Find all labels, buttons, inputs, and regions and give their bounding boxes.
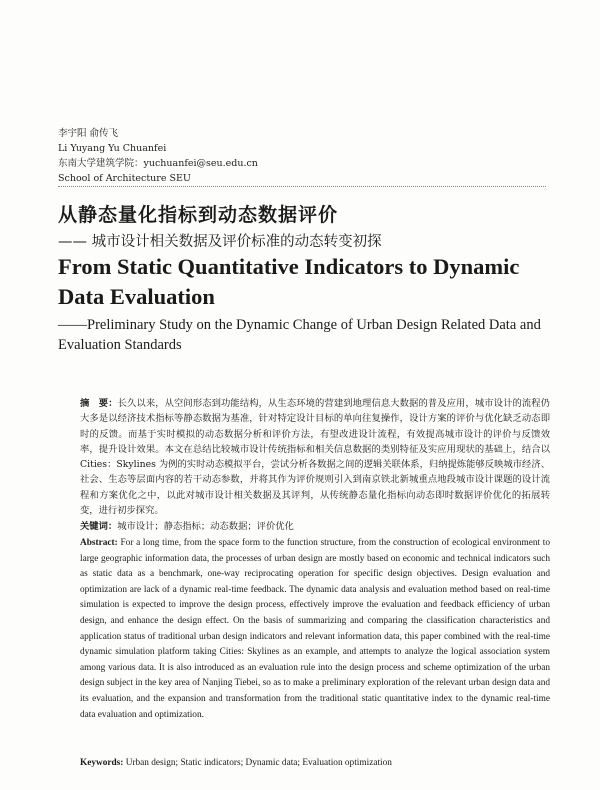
keywords-cn-text: 城市设计；静态指标；动态数据；评价优化	[117, 521, 294, 532]
abstract-cn-text: 长久以来，从空间形态到功能结构，从生态环境的营建到地理信息大数据的普及应用，城市设计的流程仍大多是以经济技术指标等静态数据为基准，针对特定设计目标的单向往复操作，设计方案的评价与优化缺乏动态即时的反馈。而基于实时模拟的动态数据分析和评价方法，有望改进设计流程，有效提高城市设计的评价与反馈效率，提升设计效果。本文在总结比较城市设计传统指标和相关信息数据的类别特征及实应用现状的基础上，结合以 Cities：Skylines 为例的实时动态模拟平台，尝试分析各数据之间的逻辑关联体系，归纳提炼能够反映城市经济、社会、生态等层面内容的若干动态参数，并将其作为评价规则引入到南京铁北新城重点地段城市设计课题的设计流程和方案优化之中，以此对城市设计相关数据及其评判，从传统静态量化指标向动态即时数据评价优化的拓展转变，进行初步探究。	[80, 398, 550, 517]
header-divider	[58, 186, 546, 187]
keywords-en-text: Urban design; Static indicators; Dynamic data; Evaluation optimization	[125, 758, 392, 768]
title-en: From Static Quantitative Indicators to Dynamic Data Evaluation	[58, 254, 520, 309]
subtitle-en: ——Preliminary Study on the Dynamic Change of Urban Design Related Data and Evaluation Standards	[58, 317, 541, 353]
author-names-cn: 李宇阳 俞传飞	[58, 128, 119, 139]
abstract-en	[80, 536, 550, 723]
keywords-cn-label: 关键词：	[80, 521, 118, 532]
abstract-cn	[80, 396, 550, 518]
abstract-en-label: Abstract:	[80, 538, 118, 548]
keywords-en	[80, 756, 550, 771]
school-name: School of Architecture SEU	[58, 173, 191, 184]
author-block	[58, 126, 258, 186]
subtitle-cn: —— 城市设计相关数据及评价标准的动态转变初探	[58, 234, 382, 250]
abstract-en-text: For a long time, from the space form to the function structure, from the construction of ecological environment to large geographic information data, the processes of urban design are mostly based on economic and technical indicators such as static data as a benchmark, one-way reciprocating operation for specific design objectives. Design evaluation and optimization are lack of a dynamic real-time feedback. The dynamic data analysis and evaluation method based on real-time simulation is expected to improve the design process, effectively improve the evaluation and feedback efficiency of urban design, and enhance the design effect. On the basis of summarizing and comparing the classification characteristics and application status of traditional urban design indicators and relevant information data, this paper combined with the real-time dynamic simulation platform taking Cities: Skylines as an example, and attempts to analyze the logical association system among various data. It is also introduced as an evaluation rule into the design process and scheme optimization of the urban design subject in the key area of Nanjing Tiebei, so as to make a preliminary exploration of the relevant urban design data and its evaluation, and the expansion and transformation from the traditional static quantitative index to the dynamic real-time data evaluation and optimization.	[80, 538, 551, 720]
author-names-en: Li Yuyang Yu Chuanfei	[58, 143, 167, 154]
affiliation-email: 东南大学建筑学院：yuchuanfei@seu.edu.cn	[58, 158, 258, 169]
title-cn: 从静态量化指标到动态数据评价	[58, 204, 339, 226]
keywords-cn	[80, 519, 550, 534]
keywords-en-label: Keywords:	[80, 758, 124, 768]
abstract-cn-label: 摘 要：	[80, 398, 118, 409]
